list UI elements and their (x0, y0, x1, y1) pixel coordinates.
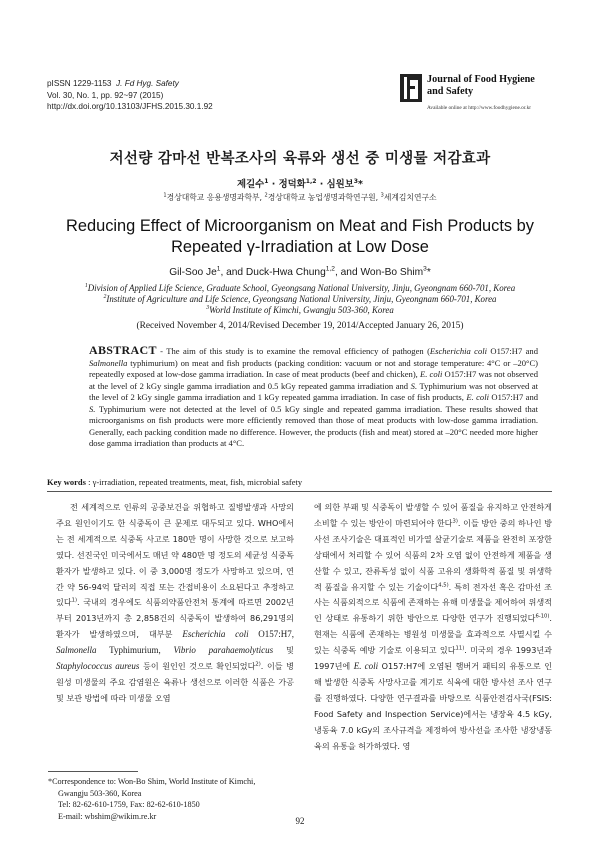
keywords-label: Key words (47, 477, 86, 487)
page-number: 92 (295, 816, 305, 826)
keywords: Key words : γ-irradiation, repeated treatments, meat, fish, microbial safety (47, 477, 303, 487)
affiliation-line: $^1$Division of Applied Life Science, Graduate School, Gyeongsang National University, Jinju, Gyeongnam 660-701, Korea (84, 283, 516, 293)
doi-link[interactable]: http://dx.doi.org/10.13103/JFHS.2015.30.1.92 (47, 102, 213, 111)
correspondence-footnote: *Correspondence to: Won-Bo Shim, World Institute of Kimchi, Gwangju 503-360, Korea Tel: 82-62-610-1759, Fax: 82-62-610-1850 E-mail: wbshim@wikim.re.kr (48, 776, 298, 823)
pissn: pISSN 1229-1153 (47, 79, 112, 88)
journal-abbrev: J. Fd Hyg. Safety (116, 79, 179, 88)
journal-branding (400, 70, 570, 120)
english-title: Reducing Effect of Microorganism on Meat and Fish Products by Repeated γ-Irradiation at Low Dose (66, 217, 534, 256)
citation-header (47, 78, 213, 113)
body-paragraph: 전 세계적으로 인류의 공중보건을 위협하고 질병발생과 사망의 주요 원인이기도 한 식중독이 큰 문제로 대두되고 있다. WHO에서는 전 세계적으로 식중독 사고로 180만 명이 사망한 것으로 보고하였다. 선진국인 미국에서도 매년 약 480만 명 정도의 세균성 식중독 환자가 발생하고 있다. 이 중 3,000명 정도가 사망하고 있으며, 연간 약 56-94억 달러의 직접 또는 간접비용이 소요된다고 추정하고 있다$^{1)}$. 국내의 경우에도 식품의약품안전처 통계에 따르면 2002년부터 2013년까지 총 2,858건의 식중독이 발생하여 86,291명의 환자가 발생하였으며, 대부분 Escherichia coli O157:H7, Salmonella Typhimurium, Vibrio parahaemolyticus 및 Staphylococcus aureus 등이 원인인 것으로 확인되었다$^{2)}$. 이들 병원성 미생물의 주요 감염원은 육류나 생선으로 이러한 식품은 가공 및 보관 방법에 따라 미생물 오염 (56, 502, 295, 703)
footnote-rule (48, 771, 138, 772)
affiliation-line: $^2$Institute of Agriculture and Life Science, Gyeongsang National University, Jinju, Gyeongnam 660-701, Korea (103, 294, 497, 304)
body-column-left (56, 500, 294, 707)
korean-authors: 제길수$^1$ · 정덕화$^{1,2}$ · 심원보$^3$* (237, 177, 363, 190)
section-divider (47, 491, 552, 492)
abstract: ABSTRACT - The aim of this study is to examine the removal efficiency of pathogen (Escherichia coli O157:H7 and Salmonella typhimurium) on meat and fish products (packing condition: vacuum or not and storage temperature: 4°C or –20°C) repeatedly exposed at low-dose gamma irradiation. In case of meat products (beef and chicken), E. coli O157:H7 was not observed at the level of 2 kGy single gamma irradiation and 0.5 kGy repeated gamma irradiation and S. Typhimurium was not observed at the level of 2 kGy single gamma irradiation and 1 kGy repeated gamma irradiation. In case of fish products, E. coli O157:H7 and S. Typhimurium were not detected at the level of 0.5 kGy single and repeated gamma irradiation. These results showed that microorganisms on fish products were more efficiently removed than those of meat products with low-dose gamma irradiation. Generally, each packing condition made no difference. However, the products (fish and meat) stored at –20°C needed more higher dose gamma irradiation than products at 4°C. (89, 343, 538, 448)
body-column-right (314, 500, 552, 755)
body-paragraph: 에 의한 부패 및 식중독이 발생할 수 있어 품질을 유지하고 안전하게 소비할 수 있는 방안이 마련되어야 한다$^{3)}$. 이들 방안 중의 하나인 방사선 조사기술은 대표적인 비가열 살균기술로 제품을 완전히 포장한 상태에서 처리할 수 있어 식품의 2차 오염 없이 안전하게 제품을 생산할 수 있고, 잔류독성 없이 식품 고유의 생화학적 품질 및 위생학적 품질을 유지할 수 있는 기술이다$^{4,5)}$. 특히 전자선 혹은 감마선 조사는 식품외적으로 식품에 존재하는 유해 미생물을 제어하여 위생적인 상태로 유통하기 위한 방안으로 다양한 연구가 진행되었다$^{6-10)}$. 현재는 식품에 존재하는 병원성 미생물을 효과적으로 사멸시킬 수 있는 식중독 예방 기술로 이용되고 있다$^{11)}$. 미국의 경우 1993년과 1997년에 E. coli O157:H7에 오염된 햄버거 패티의 유통으로 인해 발생한 식중독 사망사고를 계기로 식육에 대한 방사선 조사 연구를 진행하였다. 다양한 연구결과를 바탕으로 식품안전검사국(FSIS: Food Safety and Inspection Service)에서는 냉장육 4.5 kGy, 냉동육 7.0 kGy의 조사규격을 제정하여 방사선을 조사한 냉장냉동육의 유통을 허가하였다. 영 (314, 502, 553, 751)
english-authors: Gil-Soo Je$^1$, and Duck-Hwa Chung$^{1,2}$, and Won-Bo Shim$^3$* (169, 265, 431, 278)
email: E-mail: wbshim@wikim.re.kr (58, 812, 157, 822)
affiliation-line: $^3$World Institute of Kimchi, Gwangju 503-360, Korea (206, 305, 394, 315)
journal-name: Journal of Food Hygiene and Safety (427, 74, 535, 97)
received-dates: (Received November 4, 2014/Revised December 19, 2014/Accepted January 26, 2015) (136, 321, 464, 331)
journal-logo-icon (400, 74, 422, 102)
abstract-label: ABSTRACT (89, 343, 157, 357)
volume-line: Vol. 30, No. 1, pp. 92~97 (2015) (47, 90, 164, 100)
korean-title: 저선량 감마선 반복조사의 육류와 생선 중 미생물 저감효과 (109, 151, 491, 167)
english-affiliations (0, 283, 600, 316)
korean-affiliations: $^1$경상대학교 응용생명과학부, $^2$경상대학교 농업생명과학연구원, $^3$세계김치연구소 (163, 192, 437, 202)
journal-url-note: Available online at http://www.foodhygiene.or.kr (427, 105, 531, 111)
